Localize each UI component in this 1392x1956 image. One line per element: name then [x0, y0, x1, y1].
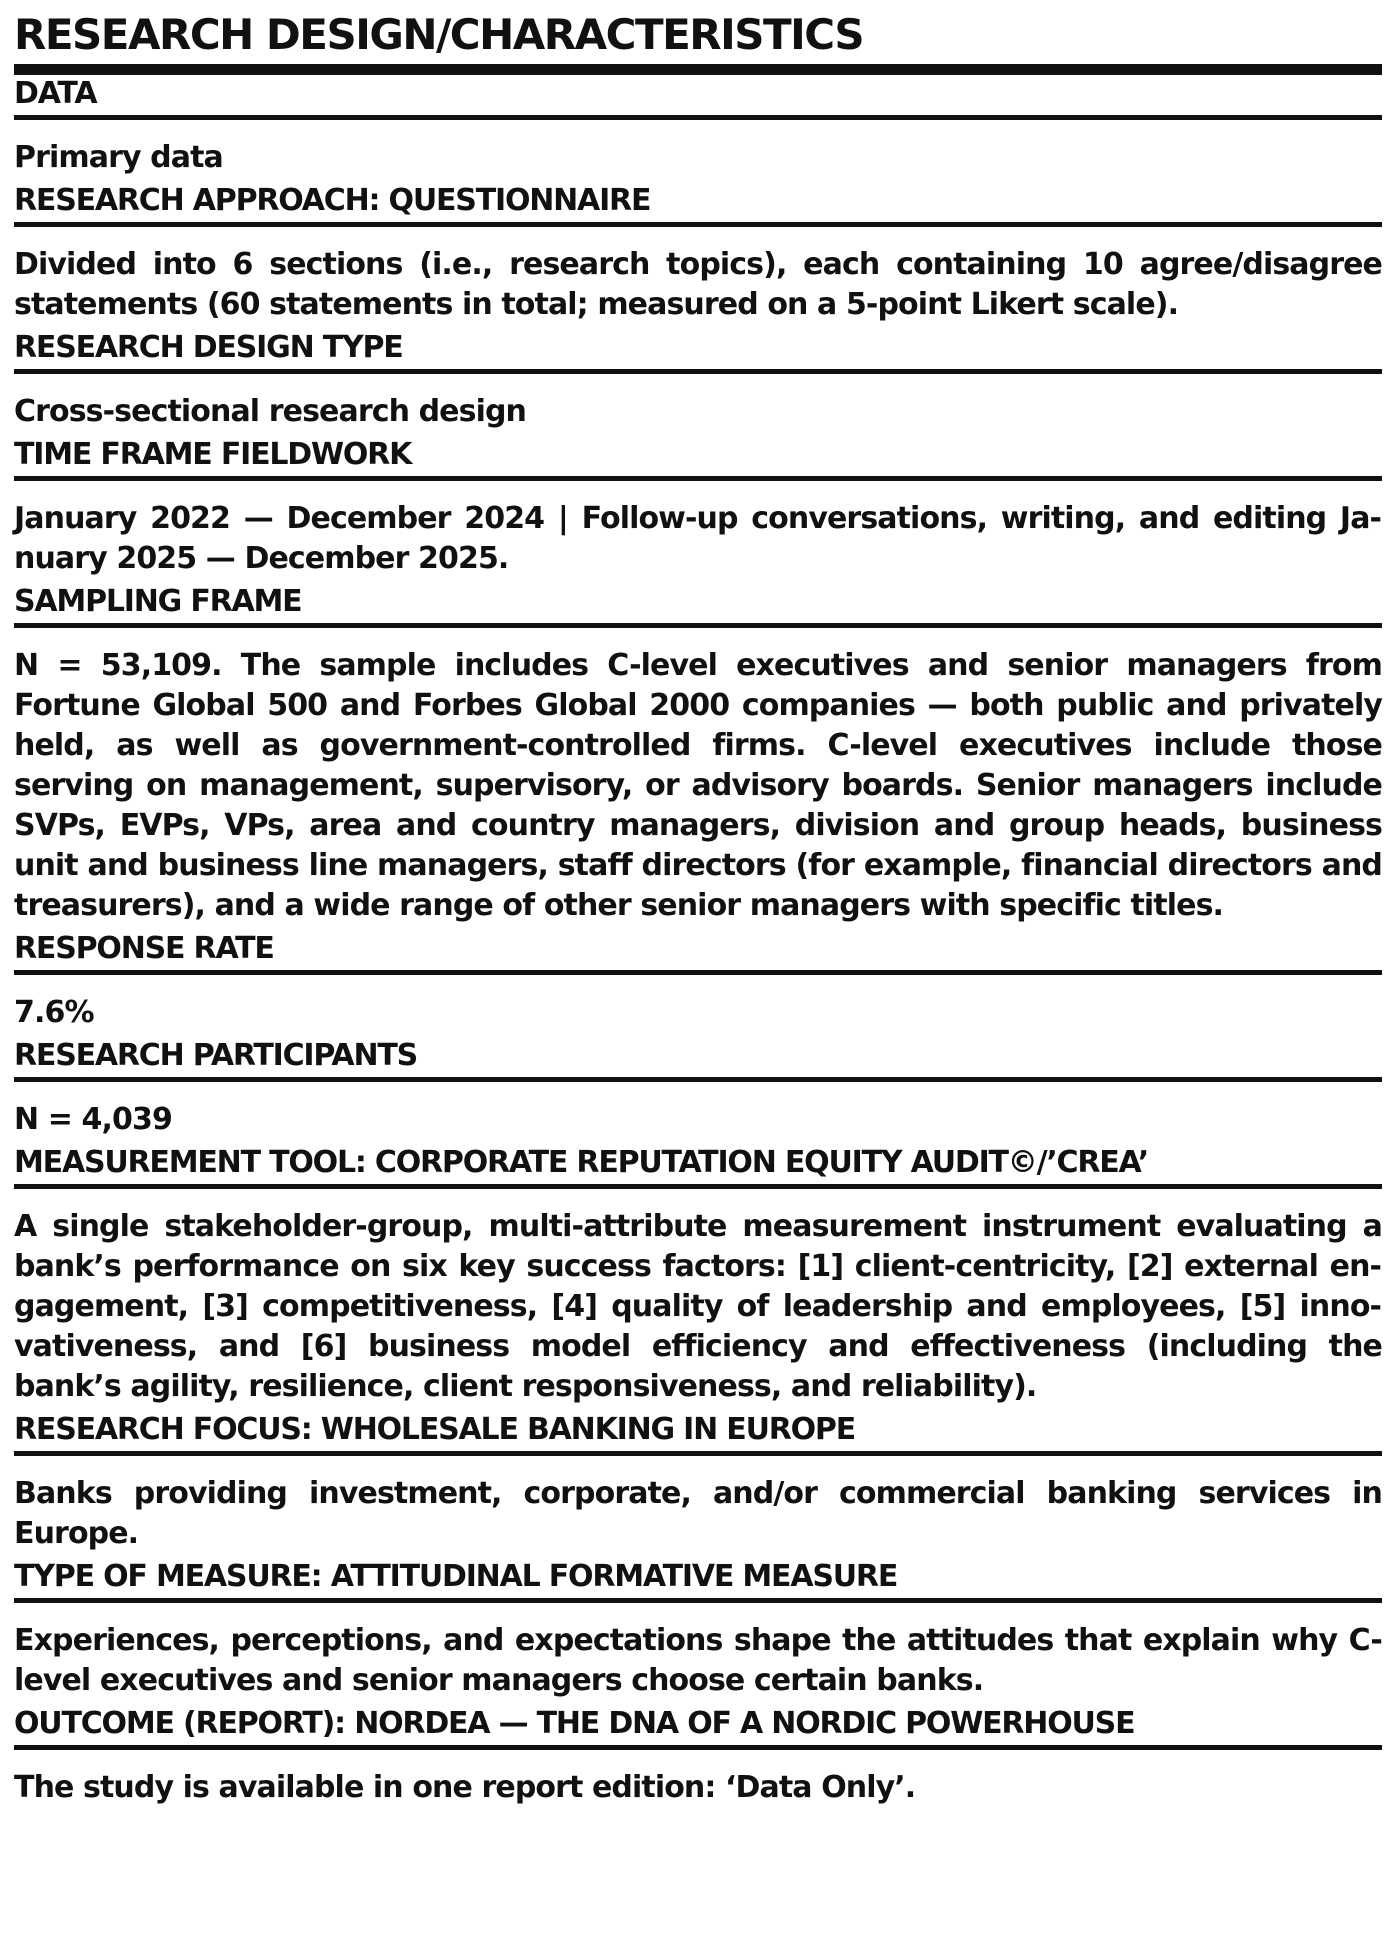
section-time-frame — [14, 436, 1382, 583]
section-value: The study is available in one report edition: ‘Data Only’. — [14, 1770, 916, 1805]
section-outcome-report — [14, 1705, 1382, 1812]
section-label: TYPE OF MEASURE: ATTITUDINAL FORMATIVE MEASURE — [14, 1558, 1382, 1603]
title-divider — [14, 64, 1382, 75]
section-label: MEASUREMENT TOOL: CORPORATE REPUTATION EQUITY AUDIT©/’CREA’ — [14, 1144, 1382, 1189]
section-label: RESEARCH PARTICIPANTS — [14, 1037, 1382, 1082]
section-label: RESPONSE RATE — [14, 930, 1382, 975]
section-response-rate — [14, 930, 1382, 1037]
section-value: N = 53,109. The sample includes C-level executives and senior managers from Fortune Global 500 and Forbes Global 2000 companies — both public and privately held, as well as government-controlled firms. C-level executives include those serving on management, supervisory, or advisory boards. Senior managers include SVPs, EVPs, VPs, area and country managers, division and group heads, business unit and business line managers, staff directors (for example, financial directors and treasurers), and a wide range of other senior managers with specific titles. — [14, 648, 1382, 923]
section-value: Experiences, perceptions, and expectations shape the attitudes that explain why C-level executives and senior managers choose certain banks. — [14, 1623, 1382, 1698]
section-research-design-type — [14, 329, 1382, 436]
section-value: A single stakeholder-group, multi-attribute measurement instrument evaluating a bank’s performance on six key success factors: [1] client-centricity, [2] external engagement, [3] competitiveness, [4] quality of leadership and employees, [5] innovativeness, and [6] business model efficiency and effectiveness (including the bank’s agility, resilience, client responsiveness, and reliability). — [14, 1209, 1382, 1404]
section-label: RESEARCH DESIGN TYPE — [14, 329, 1382, 374]
section-label: TIME FRAME FIELDWORK — [14, 436, 1382, 481]
section-research-participants — [14, 1037, 1382, 1144]
document-page — [14, 0, 1382, 1812]
section-value: Divided into 6 sections (i.e., research topics), each containing 10 agree/disagree statements (60 statements in total; measured on a 5-point Likert scale). — [14, 247, 1382, 322]
section-label: OUTCOME (REPORT): NORDEA — THE DNA OF A NORDIC POWERHOUSE — [14, 1705, 1382, 1750]
section-research-approach — [14, 182, 1382, 329]
section-value: N = 4,039 — [14, 1102, 172, 1137]
section-value: Banks providing investment, corporate, and/or commercial banking services in Europe. — [14, 1476, 1382, 1551]
section-label: DATA — [14, 75, 1382, 120]
section-data — [14, 75, 1382, 182]
section-label: RESEARCH APPROACH: QUESTIONNAIRE — [14, 182, 1382, 227]
section-value: Primary data — [14, 140, 223, 175]
section-measurement-tool — [14, 1144, 1382, 1411]
section-label: RESEARCH FOCUS: WHOLESALE BANKING IN EUROPE — [14, 1411, 1382, 1456]
section-type-of-measure — [14, 1558, 1382, 1705]
section-value: Cross-sectional research design — [14, 394, 526, 429]
section-value: January 2022 — December 2024 | Follow-up conversations, writing, and editing January 2025 — December 2025. — [14, 501, 1382, 576]
section-value: 7.6% — [14, 995, 94, 1030]
section-sampling-frame — [14, 583, 1382, 930]
page-title: RESEARCH DESIGN/CHARACTERISTICS — [14, 10, 864, 59]
section-label: SAMPLING FRAME — [14, 583, 1382, 628]
section-research-focus — [14, 1411, 1382, 1558]
